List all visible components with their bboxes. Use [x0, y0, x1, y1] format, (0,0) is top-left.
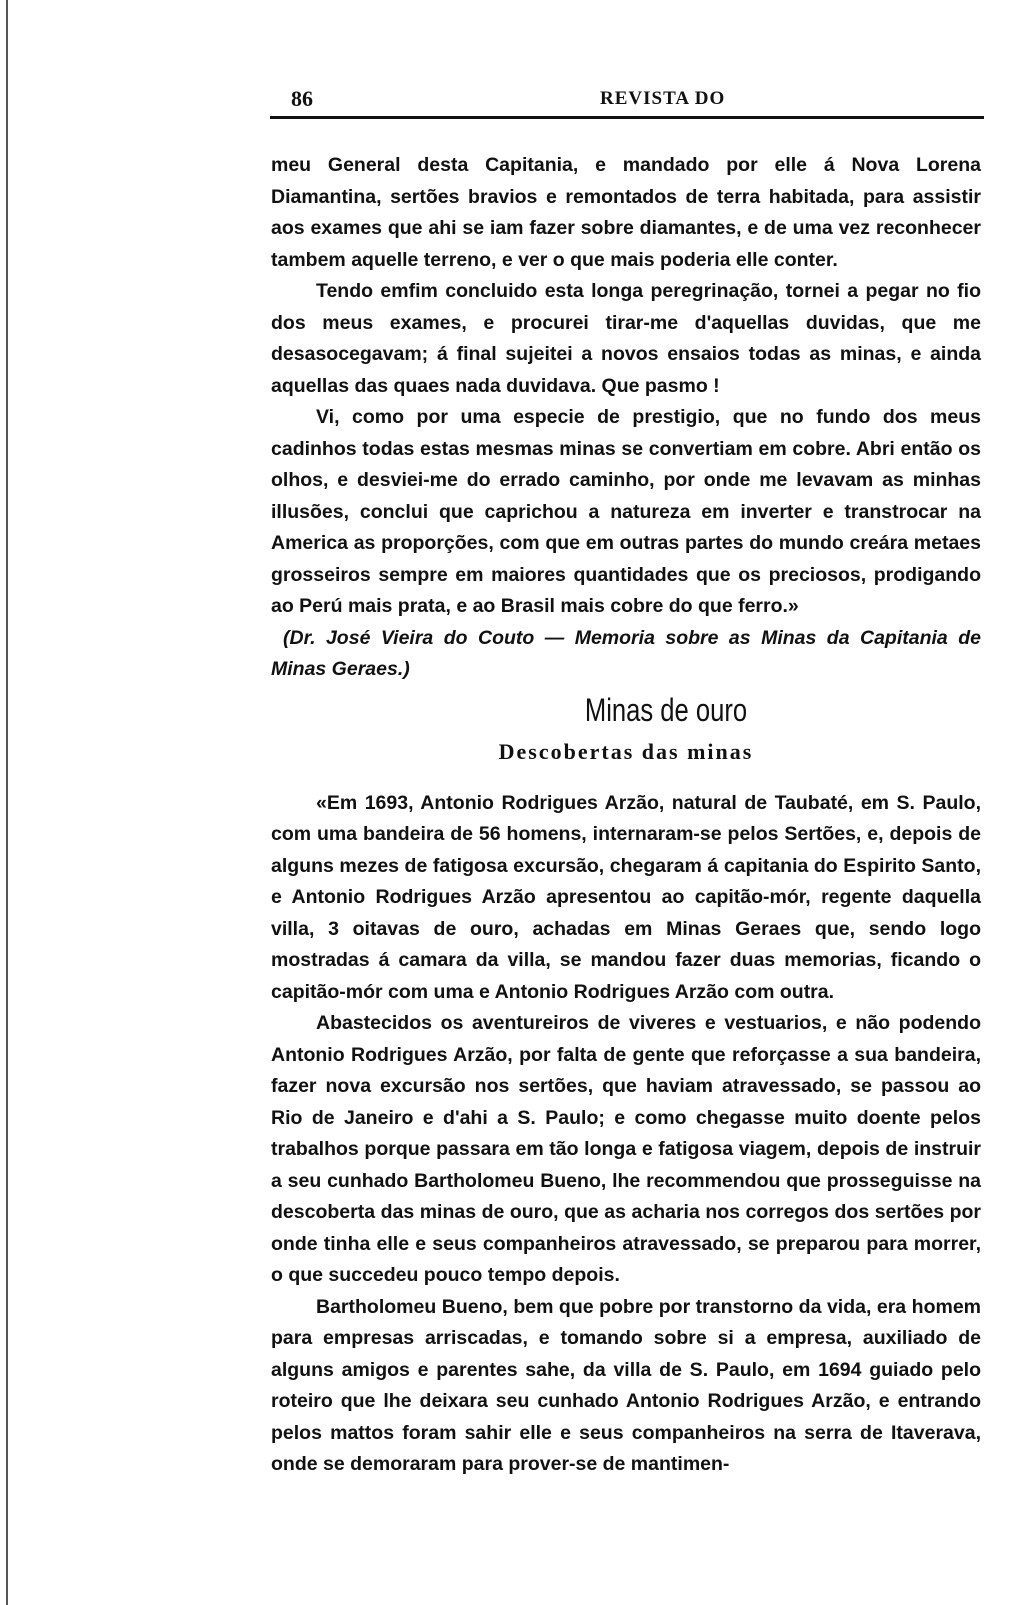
page-number: 86 [291, 86, 313, 111]
citation: (Dr. José Vieira do Couto — Memoria sobre as Minas da Capitania de Minas Geraes.) [271, 626, 981, 680]
paragraph: Tendo emfim concluido esta longa peregrinação, tornei a pegar no fio dos meus exames, e procurei tirar-me d'aquellas duvidas, que me desasocegavam; á final sujeitei a novos ensaios todas as minas, e ainda aquellas das quaes nada duvidava. Que pasmo ! [271, 280, 981, 397]
section-subtitle: Descobertas das minas [498, 738, 754, 764]
paragraph-continued: meu General desta Capitania, e mandado por elle á Nova Lorena Diamantina, sertões bravios e remontados de terra habitada, para assistir aos exames que ahi se iam fazer sobre diamantes, e de uma vez reconhecer tambem aquelle terreno, e ver o que mais poderia elle conter. [271, 154, 981, 271]
page-edge-line [6, 0, 8, 1605]
page-header [270, 86, 984, 118]
header-rule [270, 116, 984, 119]
paragraph: Abastecidos os aventureiros de viveres e vestuarios, e não podendo Antonio Rodrigues Arzão, por falta de gente que reforçasse a sua bandeira, fazer nova excursão nos sertões, que haviam atravessado, se passou ao Rio de Janeiro e d'ahi a S. Paulo; e como chegasse muito doente pelos trabalhos porque passara em tão longa e fatigosa viagem, depois de instruir a seu cunhado Bartholomeu Bueno, lhe recommendou que prosseguisse na descoberta das minas de ouro, que as acharia nos corregos dos sertões por onde tinha elle e seus companheiros atravessado, se preparou para morrer, o que succedeu pouco tempo depois. [271, 1012, 981, 1286]
paragraph: Vi, como por uma especie de prestigio, que no fundo dos meus cadinhos todas estas mesmas minas se convertiam em cobre. Abri então os olhos, e desviei-me do errado caminho, por onde me levavam as minhas illusões, conclui que caprichou a natureza em inverter e transtrocar na America as proporções, com que em outras partes do mundo creára metaes grosseiros sempre em maiores quantidades que os preciosos, prodigando ao Perú mais prata, e ao Brasil mais cobre do que ferro.» [271, 406, 981, 617]
running-title: REVISTA DO [600, 88, 726, 109]
section-title: Minas de ouro [584, 691, 748, 728]
paragraph: «Em 1693, Antonio Rodrigues Arzão, natural de Taubaté, em S. Paulo, com uma bandeira de 56 homens, internaram-se pelos Sertões, e, depois de alguns mezes de fatigosa excursão, chegaram á capitania do Espirito Santo, e Antonio Rodrigues Arzão apresentou ao capitão-mór, regente daquella villa, 3 oitavas de ouro, achadas em Minas Geraes que, sendo logo mostradas á camara da villa, se mandou fazer duas memorias, ficando o capitão-mór com uma e Antonio Rodrigues Arzão com outra. [271, 791, 981, 1003]
paragraph: Bartholomeu Bueno, bem que pobre por transtorno da vida, era homem para empresas arriscadas, e tomando sobre si a empresa, auxiliado de alguns amigos e parentes sahe, da villa de S. Paulo, em 1694 guiado pelo roteiro que lhe deixara seu cunhado Antonio Rodrigues Arzão, e entrando pelos mattos foram sahir elle e seus companheiros na serra de Itaverava, onde se demoraram para prover-se de mantimen- [271, 1295, 981, 1475]
page-body [271, 150, 981, 1481]
